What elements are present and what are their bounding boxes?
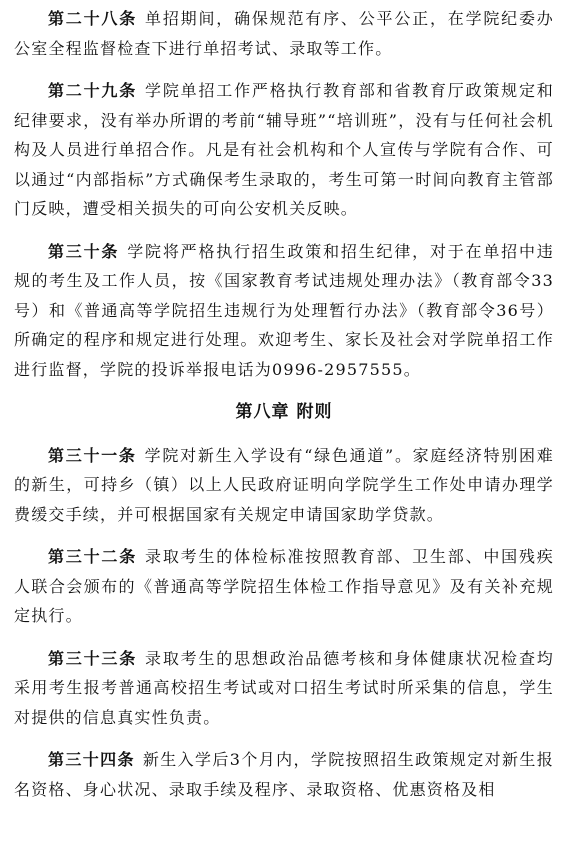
article-30: [14, 237, 554, 385]
article-number: 第二十八条: [48, 9, 138, 28]
article-number: 第三十四条: [48, 750, 135, 769]
article-33: [14, 644, 554, 733]
article-number: 第三十条: [48, 241, 120, 261]
article-text: 学院对新生入学设有“绿色通道”。家庭经济特别困难的新生，可持乡（镇）以上人民政府证明向学院学生工作处申请办理学费缓交手续，并可根据国家有关规定申请国家助学贷款。: [14, 445, 554, 524]
article-28: [14, 4, 554, 63]
chapter-heading: 第八章 附则: [235, 402, 333, 422]
article-34: [14, 745, 554, 804]
article-number: 第三十一条: [48, 445, 137, 465]
article-number: 第二十九条: [48, 81, 138, 100]
article-text: 单招期间，确保规范有序、公平公正，在学院纪委办公室全程监督检查下进行单招考试、录取等工作。: [14, 9, 554, 58]
article-number: 第三十三条: [48, 648, 138, 668]
article-text: 学院单招工作严格执行教育部和省教育厅政策规定和纪律要求，没有举办所谓的考前“辅导班”“培训班”，没有与任何社会机构及人员进行单招合作。凡是有社会机构和个人宣传与学院有合作、可以通过“内部指标”方式确保考生录取的，考生可第一时间向教育主管部门反映，遭受相关损失的可向公安机关反映。: [14, 81, 554, 218]
article-text: 录取考生的思想政治品德考核和身体健康状况检查均采用考生报考普通高校招生考试或对口招生考试时所采集的信息，学生对提供的信息真实性负责。: [14, 648, 554, 727]
article-number: 第三十二条: [48, 547, 138, 566]
article-32: [14, 542, 554, 631]
article-31: [14, 441, 554, 530]
article-text: 学院将严格执行招生政策和招生纪律，对于在单招中违规的考生及工作人员，按《国家教育考试违规处理办法》（教育部令33号）和《普通高等学院招生违规行为处理暂行办法》（教育部令36号）所确定的程序和规定进行处理。欢迎考生、家长及社会对学院单招工作进行监督，学院的投诉举报电话为0996-2957555。: [14, 241, 554, 379]
document-page: [14, 0, 554, 817]
article-text: 录取考生的体检标准按照教育部、卫生部、中国残疾人联合会颁布的《普通高等学院招生体检工作指导意见》及有关补充规定执行。: [14, 547, 554, 625]
article-text: 新生入学后3个月内，学院按照招生政策规定对新生报名资格、身心状况、录取手续及程序、录取资格、优惠资格及相: [14, 750, 554, 799]
article-29: [14, 76, 554, 224]
